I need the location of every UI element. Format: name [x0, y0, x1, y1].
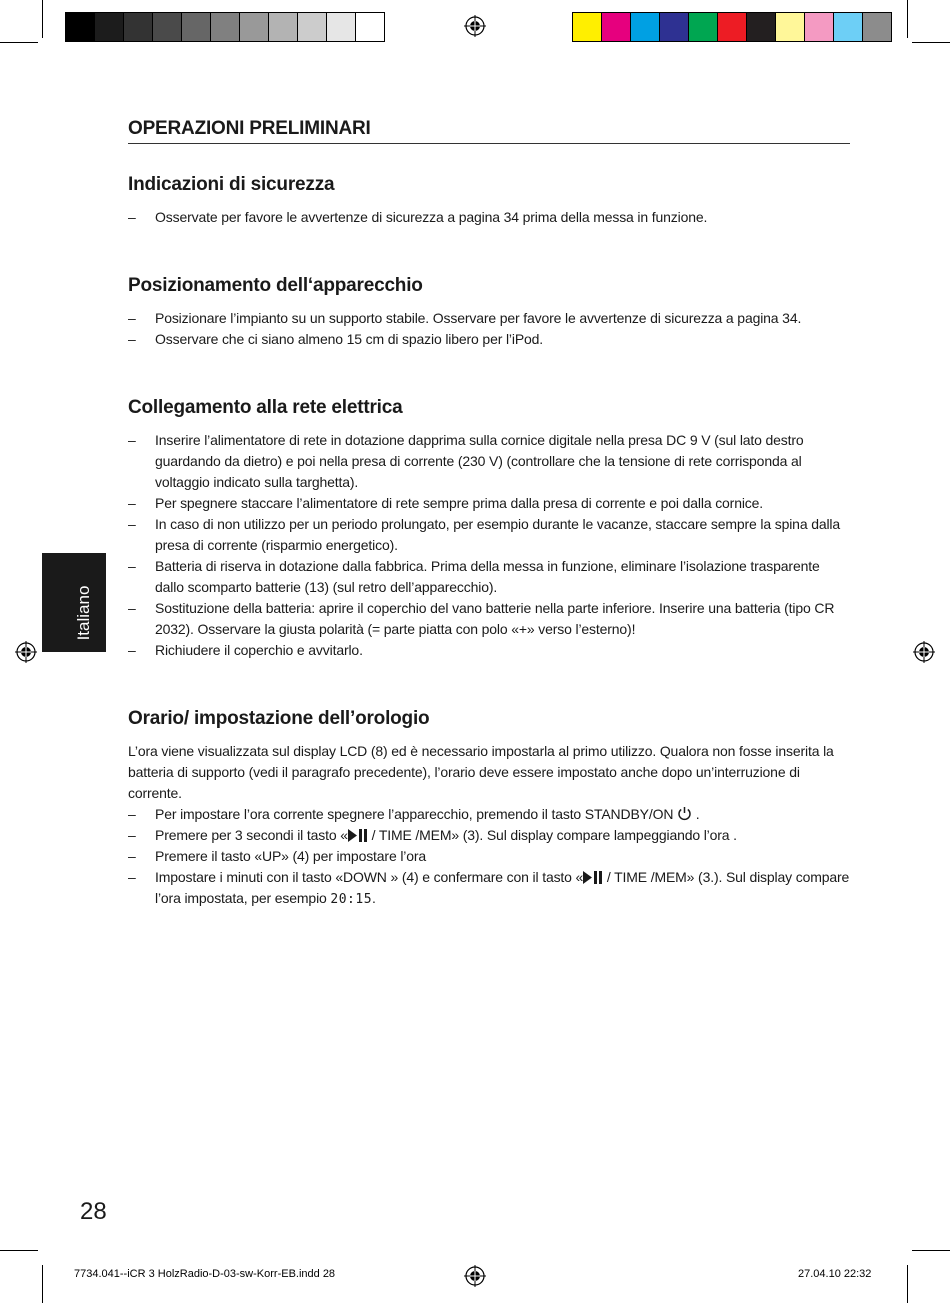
bullet-list: [128, 430, 850, 661]
crop-mark: [907, 0, 908, 38]
calibration-swatch: [863, 13, 891, 41]
list-item: – Osservare che ci siano almeno 15 cm di spazio libero per l’iPod.: [128, 329, 850, 350]
lcd-time-example: 20:15: [330, 892, 373, 907]
crop-mark: [42, 0, 43, 38]
page-number: 28: [80, 1198, 107, 1225]
calibration-swatch: [602, 13, 631, 41]
list-item-text: Premere per 3 secondi il tasto «: [155, 827, 348, 843]
bullet-list: [128, 207, 850, 228]
list-item: – Per spegnere staccare l’alimentatore di rete sempre prima dalla presa di corrente e poi dalla cornice.: [128, 493, 850, 514]
calibration-swatch: [327, 13, 356, 41]
calibration-swatch: [805, 13, 834, 41]
list-item: – Posizionare l’impianto su un supporto stabile. Osservare per favore le avvertenze di sicurezza a pagina 34.: [128, 308, 850, 329]
page-content: [128, 118, 850, 910]
list-item: [128, 804, 850, 825]
section-title: Posizionamento dell‘apparecchio: [128, 275, 423, 296]
calibration-swatch: [689, 13, 718, 41]
list-item: – Batteria di riserva in dotazione dalla fabbrica. Prima della messa in funzione, eliminare l’isolazione trasparente dallo scomparto batterie (13) (sul retro dell’apparecchio).: [128, 556, 850, 598]
section-title: Collegamento alla rete elettrica: [128, 397, 403, 418]
language-tab: [42, 553, 106, 652]
list-item: – Inserire l’alimentatore di rete in dotazione dapprima sulla cornice digitale nella presa DC 9 V (sul lato destro guardando da dietro) e poi nella presa di corrente (230 V) (controllare che la tensione di rete corrisponda al voltaggio indicato sulla targhetta).: [128, 430, 850, 493]
play-pause-icon: [583, 871, 603, 884]
crop-mark: [42, 1265, 43, 1303]
registration-mark-icon: [464, 1265, 486, 1287]
calibration-swatch: [95, 13, 124, 41]
list-item: – Premere il tasto «UP» (4) per impostare l’ora: [128, 846, 850, 867]
play-pause-icon: [348, 829, 368, 842]
list-item-text: .: [695, 806, 700, 822]
calibration-swatch: [269, 13, 298, 41]
list-item: [128, 825, 850, 846]
calibration-swatch: [211, 13, 240, 41]
calibration-swatch: [356, 13, 384, 41]
registration-mark-icon: [913, 641, 935, 663]
list-item: – Richiudere il coperchio e avvitarlo.: [128, 640, 850, 661]
list-item-text: .: [372, 890, 376, 906]
calibration-swatch: [718, 13, 747, 41]
calibration-swatch: [776, 13, 805, 41]
crop-mark: [912, 42, 950, 43]
section-intro: L’ora viene visualizzata sul display LCD (8) ed è necessario impostarla al primo utilizzo. Qualora non fosse inserita la batteria di supporto (vedi il paragrafo precedente), l’orario deve essere impostato anche dopo un’interruzione di corrente.: [128, 743, 834, 801]
crop-mark: [0, 42, 38, 43]
calibration-swatch: [298, 13, 327, 41]
crop-mark: [0, 1250, 38, 1251]
calibration-swatch: [182, 13, 211, 41]
list-item: – Osservate per favore le avvertenze di sicurezza a pagina 34 prima della messa in funzione.: [128, 207, 850, 228]
color-calibration-bars: [572, 12, 892, 42]
calibration-swatch: [660, 13, 689, 41]
bullet-list: [128, 308, 850, 350]
page-title: OPERAZIONI PRELIMINARI: [128, 118, 850, 144]
calibration-swatch: [153, 13, 182, 41]
calibration-swatch: [834, 13, 863, 41]
list-item: – Sostituzione della batteria: aprire il coperchio del vano batterie nella parte inferiore. Inserire una batteria (tipo CR 2032). Osservare la giusta polarità (= parte piatta con polo «+» verso l’esterno)!: [128, 598, 850, 640]
calibration-swatch: [631, 13, 660, 41]
gray-calibration-bars: [65, 12, 385, 42]
calibration-swatch: [573, 13, 602, 41]
calibration-swatch: [747, 13, 776, 41]
section-title: Orario/ impostazione dell’orologio: [128, 708, 430, 729]
calibration-swatch: [66, 13, 95, 41]
bullet-list: [128, 804, 850, 910]
list-item: – In caso di non utilizzo per un periodo prolungato, per esempio durante le vacanze, staccare sempre la spina dalla presa di corrente (risparmio energetico).: [128, 514, 850, 556]
list-item-text: / TIME /MEM» (3). Sul display compare lampeggiando l’ora .: [367, 827, 737, 843]
slug-date-info: 27.04.10 22:32: [798, 1268, 872, 1280]
power-icon: [677, 806, 692, 821]
language-tab-label: Italiano: [74, 585, 93, 640]
crop-mark: [912, 1250, 950, 1251]
crop-mark: [907, 1265, 908, 1303]
list-item-text: / TIME /MEM» (3.). Sul display compare l’ora impostata, per esempio: [155, 869, 850, 906]
calibration-swatch: [124, 13, 153, 41]
registration-mark-icon: [15, 641, 37, 663]
list-item-text: Per impostare l’ora corrente spegnere l’apparecchio, premendo il tasto STANDBY/ON: [155, 806, 674, 822]
registration-mark-icon: [464, 15, 486, 37]
slug-file-info: 7734.041--iCR 3 HolzRadio-D-03-sw-Korr-EB.indd 28: [74, 1268, 336, 1280]
list-item: [128, 867, 850, 910]
calibration-swatch: [240, 13, 269, 41]
list-item-text: Impostare i minuti con il tasto «DOWN » (4) e confermare con il tasto «: [155, 869, 584, 885]
section-title: Indicazioni di sicurezza: [128, 174, 335, 195]
